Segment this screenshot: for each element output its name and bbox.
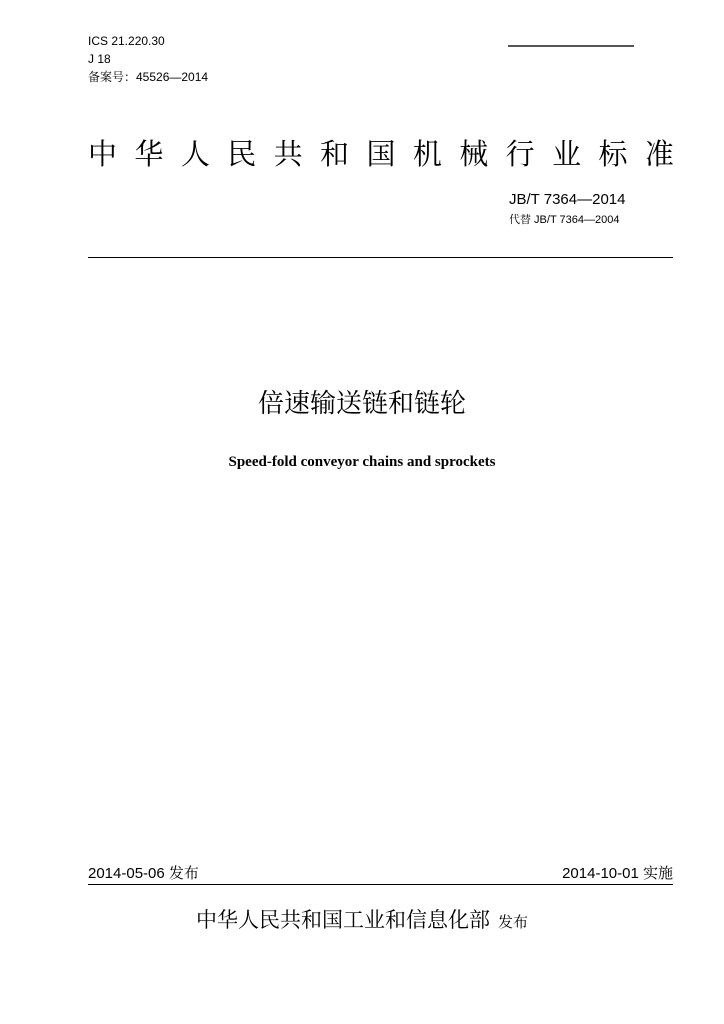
standard-category <box>88 136 674 172</box>
standard-category-char: 和 <box>320 137 350 171</box>
standard-category-char: 中 <box>88 137 118 171</box>
standard-category-char: 国 <box>366 137 396 171</box>
ccs-code: J 18 <box>88 52 111 66</box>
footer-divider <box>88 884 673 885</box>
ics-code: ICS 21.220.30 <box>88 34 165 48</box>
header-mark-line <box>508 45 634 47</box>
standard-category-char: 民 <box>227 137 257 171</box>
publisher-line <box>0 906 724 936</box>
standard-category-char: 共 <box>273 137 303 171</box>
standard-category-char: 华 <box>134 137 164 171</box>
document-title-cn: 倍速输送链和链轮 <box>257 389 466 419</box>
publisher-name: 中华人民共和国工业和信息化部 <box>195 908 490 932</box>
standard-category-char: 人 <box>180 137 210 171</box>
standard-category-char: 标 <box>598 137 628 171</box>
standard-category-char: 行 <box>505 137 535 171</box>
record-number: 备案号：45526—2014 <box>88 70 209 84</box>
document-title-en: Speed-fold conveyor chains and sprockets <box>228 454 496 470</box>
release-date: 2014-05-06 发布 <box>88 865 199 882</box>
standard-category-char: 业 <box>552 137 582 171</box>
replaces-standard: 代替 JB/T 7364—2004 <box>509 214 620 226</box>
standard-number: JB/T 7364—2014 <box>509 191 626 208</box>
publisher-action: 发布 <box>497 913 528 931</box>
header-divider <box>88 257 673 258</box>
standard-category-char: 械 <box>459 137 489 171</box>
standard-category-char: 准 <box>644 137 674 171</box>
implementation-date: 2014-10-01 实施 <box>562 865 673 882</box>
standard-category-char: 机 <box>412 137 442 171</box>
